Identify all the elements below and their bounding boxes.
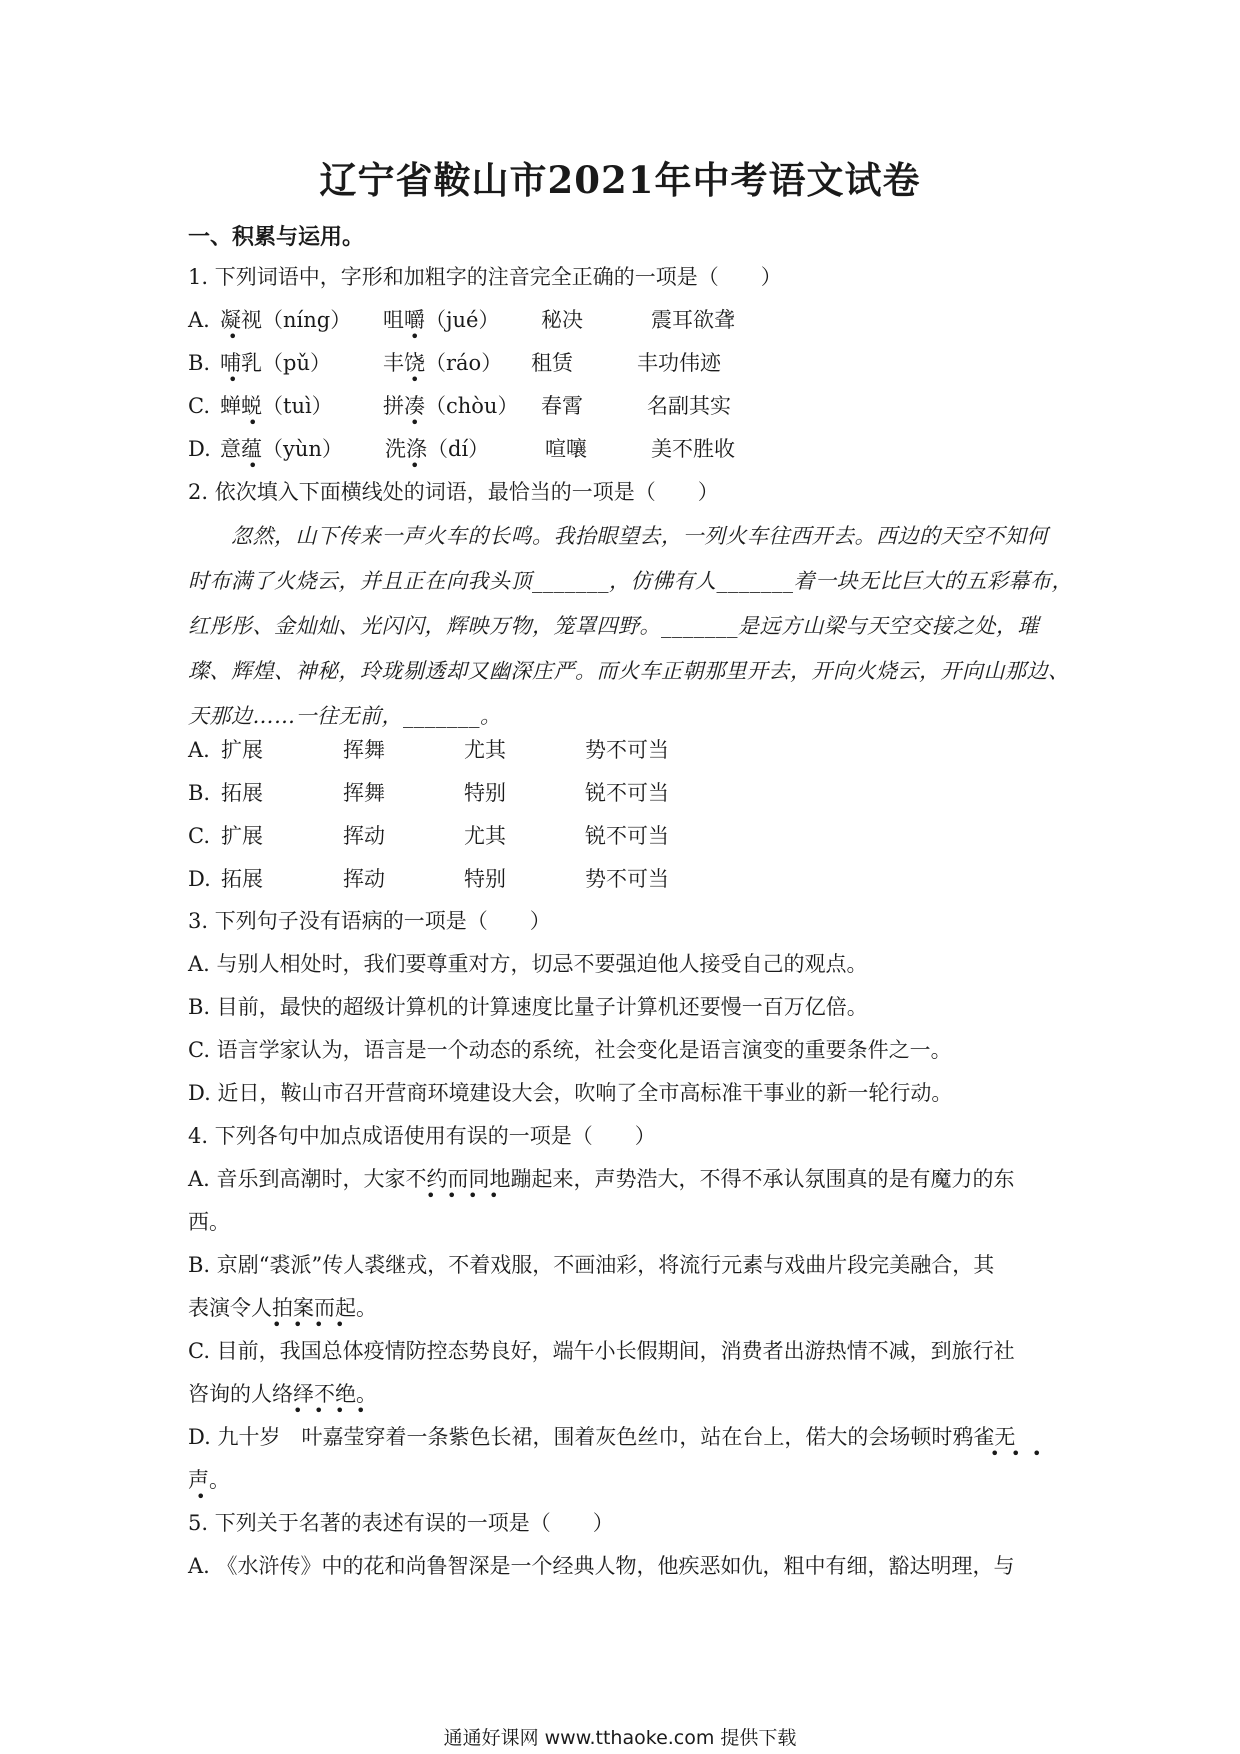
q4-line: A. 音乐到高潮时，大家不约而同地蹦起来，声势浩大，不得不承认氛围真的是有魔力的东 <box>188 1167 1015 1191</box>
q1-option-a-item: 咀嚼（jué） <box>383 308 500 332</box>
q2-option-d-label: D. <box>188 867 211 891</box>
q1-option-b-item: 哺乳（pǔ） <box>220 351 331 375</box>
emphasis-dot: • <box>272 1315 282 1334</box>
question-4-stem: 4. 下列各句中加点成语使用有误的一项是（ ） <box>188 1124 656 1148</box>
q2-option-c-item: 扩展 <box>221 824 263 848</box>
emphasis-dot: • <box>356 1401 366 1420</box>
q2-option-c-item: 挥动 <box>343 824 385 848</box>
q1-option-d-item: 洗涤（dí） <box>385 437 490 461</box>
q1-option-a-item: 震耳欲聋 <box>651 308 735 332</box>
q2-option-c-item: 锐不可当 <box>585 824 669 848</box>
q2-passage-line: 璨、辉煌、神秘，玲珑剔透却又幽深庄严。而火车正朝那里开去，开向火烧云，开向山那边、 <box>188 659 1070 683</box>
q1-option-a-label: A. <box>188 308 210 332</box>
q3-option: B. 目前，最快的超级计算机的计算速度比量子计算机还要慢一百万亿倍。 <box>188 995 868 1019</box>
section-heading: 一、积累与运用。 <box>188 224 365 250</box>
q2-option-a-item: 挥舞 <box>343 738 385 762</box>
q4-line: 表演令人拍案而起。 <box>188 1296 377 1320</box>
emphasis-dot: • <box>410 456 420 475</box>
q1-option-c-item: 春霄 <box>541 394 583 418</box>
q1-option-d-item: 意蕴（yùn） <box>220 437 343 461</box>
q2-passage-line: 时布满了火烧云，并且正在向我头顶_______，仿佛有人_______着一块无比巨大的五彩幕布， <box>188 569 1073 593</box>
q1-option-d-item: 喧嚷 <box>545 437 587 461</box>
q4-line: B. 京剧“裘派”传人裘继戎，不着戏服，不画油彩，将流行元素与戏曲片段完美融合，其 <box>188 1253 995 1277</box>
q1-option-d-item: 美不胜收 <box>651 437 735 461</box>
q4-line: D. 九十岁 叶嘉莹穿着一条紫色长裙，围着灰色丝巾，站在台上，偌大的会场顿时鸦雀无 <box>188 1425 1016 1449</box>
emphasis-dot: • <box>990 1444 1000 1463</box>
q2-option-a-item: 扩展 <box>221 738 263 762</box>
q2-option-a-item: 尤其 <box>464 738 506 762</box>
emphasis-dot: • <box>335 1401 345 1420</box>
q2-option-c-item: 尤其 <box>464 824 506 848</box>
emphasis-dot: • <box>248 413 258 432</box>
q3-option: D. 近日，鞍山市召开营商环境建设大会，吹响了全市高标准干事业的新一轮行动。 <box>188 1081 953 1105</box>
emphasis-dot: • <box>228 327 238 346</box>
emphasis-dot: • <box>228 370 238 389</box>
emphasis-dot: • <box>335 1315 345 1334</box>
q3-option: C. 语言学家认为，语言是一个动态的系统，社会变化是语言演变的重要条件之一。 <box>188 1038 952 1062</box>
q1-option-c-item: 名副其实 <box>647 394 731 418</box>
emphasis-dot: • <box>248 456 258 475</box>
emphasis-dot: • <box>410 327 420 346</box>
question-3-stem: 3. 下列句子没有语病的一项是（ ） <box>188 909 551 933</box>
q2-option-b-item: 拓展 <box>221 781 263 805</box>
q2-option-b-item: 特别 <box>464 781 506 805</box>
emphasis-dot: • <box>468 1186 478 1205</box>
q2-option-d-item: 势不可当 <box>585 867 669 891</box>
q1-option-c-label: C. <box>188 394 210 418</box>
q4-line: 西。 <box>188 1210 230 1234</box>
emphasis-dot: • <box>410 413 420 432</box>
q3-option: A. 与别人相处时，我们要尊重对方，切忌不要强迫他人接受自己的观点。 <box>188 952 868 976</box>
q2-option-b-item: 挥舞 <box>343 781 385 805</box>
question-2-stem: 2. 依次填入下面横线处的词语，最恰当的一项是（ ） <box>188 480 719 504</box>
emphasis-dot: • <box>293 1401 303 1420</box>
emphasis-dot: • <box>314 1315 324 1334</box>
q1-option-c-item: 蝉蜕（tuì） <box>220 394 333 418</box>
emphasis-dot: • <box>447 1186 457 1205</box>
emphasis-dot: • <box>314 1401 324 1420</box>
q2-option-d-item: 挥动 <box>343 867 385 891</box>
q1-option-a-item: 凝视（níng） <box>220 308 352 332</box>
q2-option-c-label: C. <box>188 824 210 848</box>
q1-option-b-item: 丰饶（ráo） <box>383 351 503 375</box>
emphasis-dot: • <box>293 1315 303 1334</box>
q4-line: 声。 <box>188 1468 230 1492</box>
q1-option-b-item: 租赁 <box>531 351 573 375</box>
emphasis-dot: • <box>489 1186 499 1205</box>
page-title: 辽宁省鞍山市2021年中考语文试卷 <box>319 158 921 202</box>
q4-line: C. 目前，我国总体疫情防控态势良好，端午小长假期间，消费者出游热情不减，到旅行社 <box>188 1339 1015 1363</box>
q4-line: 咨询的人络绎不绝。 <box>188 1382 377 1406</box>
q1-option-d-label: D. <box>188 437 211 461</box>
q5-line: A. 《水浒传》中的花和尚鲁智深是一个经典人物，他疾恶如仇，粗中有细，豁达明理，与 <box>188 1554 1015 1578</box>
q2-option-a-label: A. <box>188 738 210 762</box>
question-5-stem: 5. 下列关于名著的表述有误的一项是（ ） <box>188 1511 614 1535</box>
emphasis-dot: • <box>1011 1444 1021 1463</box>
q1-option-b-item: 丰功伟迹 <box>637 351 721 375</box>
q1-option-b-label: B. <box>188 351 211 375</box>
q2-option-b-item: 锐不可当 <box>585 781 669 805</box>
q1-option-a-item: 秘决 <box>541 308 583 332</box>
emphasis-dot: • <box>1032 1444 1042 1463</box>
q2-option-d-item: 拓展 <box>221 867 263 891</box>
q1-option-c-item: 拼凑（chòu） <box>383 394 519 418</box>
emphasis-dot: • <box>410 370 420 389</box>
q2-passage-line: 红彤彤、金灿灿、光闪闪，辉映万物，笼罩四野。_______是远方山梁与天空交接之处，璀 <box>188 614 1039 638</box>
emphasis-dot: • <box>426 1186 436 1205</box>
q2-option-b-label: B. <box>188 781 211 805</box>
question-1-stem: 1. 下列词语中，字形和加粗字的注音完全正确的一项是（ ） <box>188 265 782 289</box>
q2-option-a-item: 势不可当 <box>585 738 669 762</box>
q2-passage-line: 天那边……一往无前，_______。 <box>188 704 502 728</box>
q2-passage-line: 忽然，山下传来一声火车的长鸣。我抬眼望去，一列火车往西开去。西边的天空不知何 <box>188 524 1048 548</box>
emphasis-dot: • <box>196 1487 206 1506</box>
page-footer: 通通好课网 www.tthaoke.com 提供下载 <box>443 1727 797 1749</box>
q2-option-d-item: 特别 <box>464 867 506 891</box>
